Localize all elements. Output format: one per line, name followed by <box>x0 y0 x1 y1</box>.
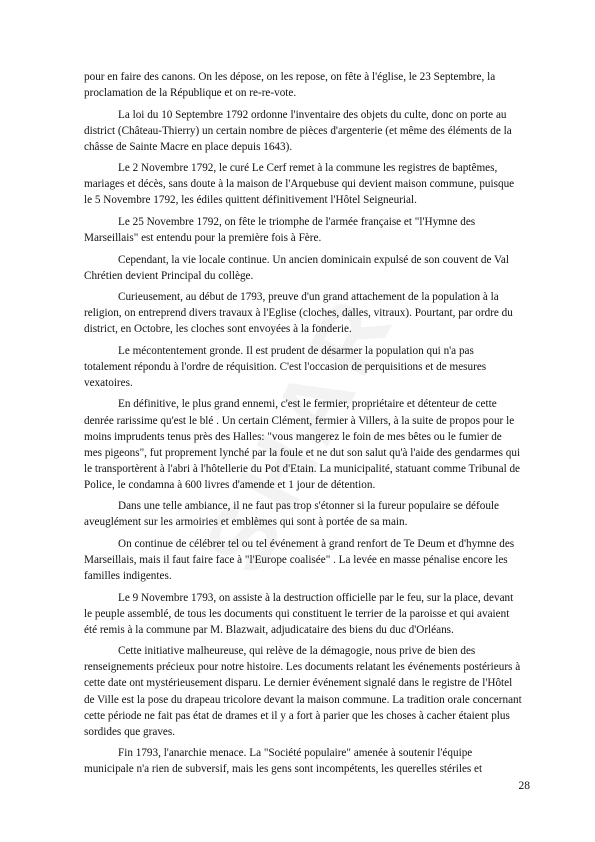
paragraph: En définitive, le plus grand ennemi, c'est le fermier, propriétaire et détenteur de cette denrée rarissime qu'est le blé . Un certain Clément, fermier à Villers, à la suite de propos pour le moins imprudents tenus près des Halles: "vous mangerez le foin de mes bêtes ou le fumier de mes pigeons", fut proprement lynché par la foule et ne dut son salut qu'à l'aide des gendarmes qui le transportèrent à l'abri à l'hôtellerie du Pot d'Etain. La municipalité, statuant comme Tribunal de Police, le condamna à 600 livres d'amende et 1 jour de détention. <box>84 398 521 491</box>
paragraph: Cette initiative malheureuse, qui relève de la démagogie, nous prive de bien des renseignements précieux pour notre histoire. Les documents relatant les événements postérieurs à cette date ont mystérieusement disparu. Le dernier événement signalé dans le registre de l'Hôtel de Ville est la pose du drapeau tricolore devant la maison commune. La tradition orale concernant cette période ne fait pas état de drames et il y a fort à parier que les choses à cacher étaient plus sordides que graves. <box>84 645 522 738</box>
paragraph: La loi du 10 Septembre 1792 ordonne l'inventaire des objets du culte, donc on porte au district (Château-Thierry) un certain nombre de pièces d'argenterie (et même des éléments de la châsse de Sainte Macre en place depuis 1643). <box>84 108 512 153</box>
paragraph: pour en faire des canons. On les dépose, on les repose, on fête à l'église, le 23 Septembre, la proclamation de la République et on re-re-vote. <box>84 71 496 100</box>
paragraph: Cependant, la vie locale continue. Un ancien dominicain expulsé de son couvent de Val Chrétien devient Principal du collège. <box>84 253 509 282</box>
paragraph: Le mécontentement gronde. Il est prudent de désarmer la population qui n'a pas totalement répondu à l'ordre de réquisition. C'est l'occasion de perquisitions et de mesures vexatoires. <box>84 344 487 389</box>
paragraph: Le 2 Novembre 1792, le curé Le Cerf remet à la commune les registres de baptêmes, mariages et décès, sans doute à la maison de l'Arquebuse qui devient maison commune, puisque le 5 Novembre 1792, les édiles quittent définitivement l'Hôtel Seigneurial. <box>84 162 515 207</box>
paragraph: Le 9 Novembre 1793, on assiste à la destruction officielle par le feu, sur la place, devant le peuple assemblé, de tous les documents qui constituent le terrier de la paroisse et qui avaient été remis à la commune par M. Blazwait, adjudicataire des biens du duc d'Orléans. <box>84 591 514 636</box>
page-number: 28 <box>518 780 530 792</box>
paragraph: Dans une telle ambiance, il ne faut pas trop s'étonner si la fureur populaire se défoule aveuglément sur les armoiries et emblèmes qui sont à portée de sa main. <box>84 500 500 529</box>
paragraph: On continue de célébrer tel ou tel événement à grand renfort de Te Deum et d'hymne des Marseillais, mais il faut faire face à "l'Europe coalisée" . La levée en masse pénalise encore les familles indigentes. <box>84 537 515 583</box>
paragraph: Curieusement, au début de 1793, preuve d'un grand attachement de la population à la religion, on entreprend divers travaux à l'Eglise (cloches, dalles, vitraux). Pourtant, par ordre du district, en Octobre, les cloches sont envoyées à la fonderie. <box>84 291 513 336</box>
paragraph: Le 25 Novembre 1792, on fête le triomphe de l'armée française et "l'Hymne des Marseillais" est entendu pour la première fois à Fère. <box>84 215 476 245</box>
body-text <box>84 69 522 783</box>
paragraph: Fin 1793, l'anarchie menace. La "Société populaire" amenée à soutenir l'équipe municipale n'a rien de subversif, mais les gens sont incompétents, les querelles stériles et <box>84 747 483 776</box>
